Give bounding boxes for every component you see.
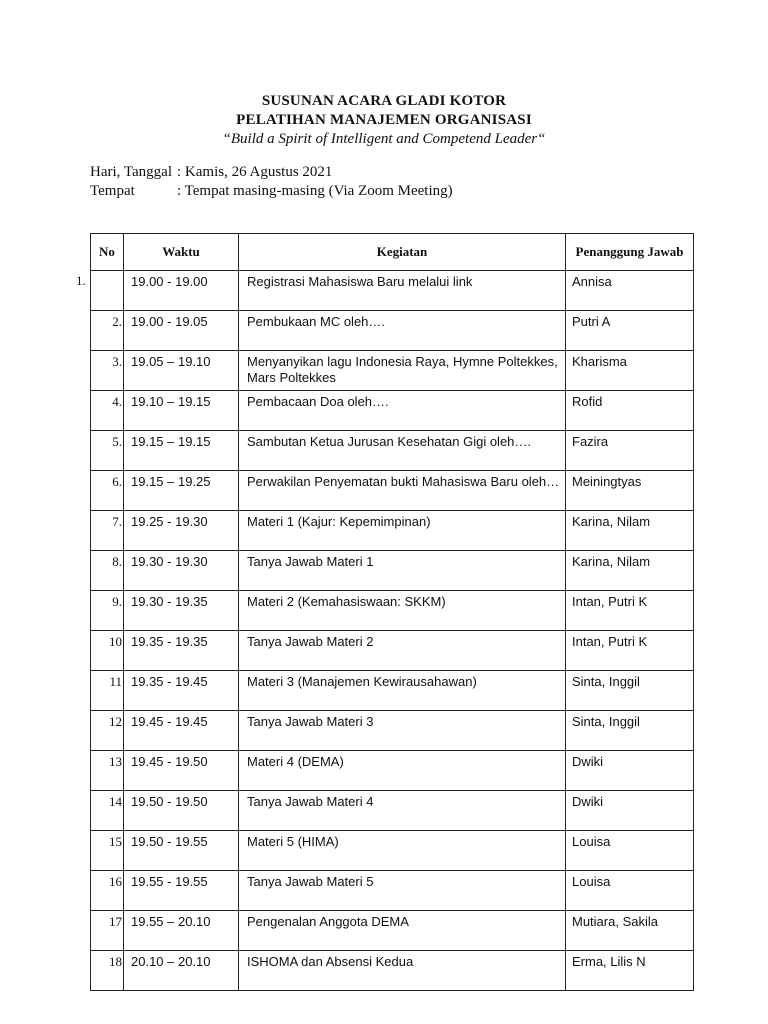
row-number: 10 [91,631,124,671]
row-activity: Materi 5 (HIMA) [239,831,566,871]
row-activity: Tanya Jawab Materi 4 [239,791,566,831]
document-header [0,92,768,149]
row-activity: ISHOMA dan Absensi Kedua [239,951,566,991]
row-number: 8. [91,551,124,591]
place-label: Tempat [90,183,135,199]
row-number: 3. [91,351,124,391]
header-no: No [91,234,124,271]
first-row-number: 1. [76,273,86,288]
row-time: 19.15 – 19.25 [124,471,239,511]
row-activity: Sambutan Ketua Jurusan Kesehatan Gigi oleh…. [239,431,566,471]
place-value: : Tempat masing-masing (Via Zoom Meeting) [177,183,453,199]
row-number: 17 [91,911,124,951]
row-time: 19.50 - 19.55 [124,831,239,871]
row-time: 19.45 - 19.50 [124,751,239,791]
row-time: 19.45 - 19.45 [124,711,239,751]
header-activity: Kegiatan [239,234,566,271]
row-person-in-charge: Louisa [566,831,694,871]
row-person-in-charge: Intan, Putri K [566,631,694,671]
schedule-table [90,233,694,991]
row-person-in-charge: Annisa [566,271,694,311]
row-time: 20.10 – 20.10 [124,951,239,991]
row-number: 14 [91,791,124,831]
table-row [91,831,694,871]
table-row [91,391,694,431]
table-row [91,471,694,511]
row-number [91,271,124,311]
table-row [91,351,694,391]
schedule-body [91,271,694,991]
table-row [91,751,694,791]
table-row [91,911,694,951]
date-label: Hari, Tanggal [90,164,172,180]
event-info [90,163,453,201]
row-number: 6. [91,471,124,511]
date-row [90,163,453,182]
row-time: 19.15 – 19.15 [124,431,239,471]
row-person-in-charge: Putri A [566,311,694,351]
row-number: 9. [91,591,124,631]
row-activity: Tanya Jawab Materi 2 [239,631,566,671]
row-person-in-charge: Meiningtyas [566,471,694,511]
row-person-in-charge: Karina, Nilam [566,551,694,591]
row-time: 19.30 - 19.30 [124,551,239,591]
row-activity: Materi 4 (DEMA) [239,751,566,791]
row-number: 15 [91,831,124,871]
row-person-in-charge: Erma, Lilis N [566,951,694,991]
row-person-in-charge: Sinta, Inggil [566,671,694,711]
date-value: : Kamis, 26 Agustus 2021 [177,164,333,180]
row-person-in-charge: Dwiki [566,791,694,831]
row-activity: Materi 3 (Manajemen Kewirausahawan) [239,671,566,711]
row-person-in-charge: Karina, Nilam [566,511,694,551]
table-row [91,271,694,311]
header-time: Waktu [124,234,239,271]
row-number: 2. [91,311,124,351]
row-activity: Pengenalan Anggota DEMA [239,911,566,951]
table-row [91,711,694,751]
row-time: 19.30 - 19.35 [124,591,239,631]
row-time: 19.50 - 19.50 [124,791,239,831]
row-number: 16 [91,871,124,911]
row-activity: Pembacaan Doa oleh…. [239,391,566,431]
row-activity: Perwakilan Penyematan bukti Mahasiswa Baru oleh… [239,471,566,511]
table-row [91,311,694,351]
row-activity: Tanya Jawab Materi 1 [239,551,566,591]
table-row [91,431,694,471]
row-time: 19.55 – 20.10 [124,911,239,951]
table-row [91,951,694,991]
row-time: 19.00 - 19.05 [124,311,239,351]
row-activity: Materi 1 (Kajur: Kepemimpinan) [239,511,566,551]
row-number: 4. [91,391,124,431]
row-number: 18 [91,951,124,991]
table-header-row [91,234,694,271]
row-time: 19.55 - 19.55 [124,871,239,911]
table-row [91,631,694,671]
row-number: 5. [91,431,124,471]
row-person-in-charge: Fazira [566,431,694,471]
row-number: 12 [91,711,124,751]
row-time: 19.35 - 19.35 [124,631,239,671]
row-activity: Materi 2 (Kemahasiswaan: SKKM) [239,591,566,631]
row-person-in-charge: Dwiki [566,751,694,791]
row-time: 19.00 - 19.00 [124,271,239,311]
row-time: 19.05 – 19.10 [124,351,239,391]
row-activity: Pembukaan MC oleh…. [239,311,566,351]
row-person-in-charge: Kharisma [566,351,694,391]
table-row [91,671,694,711]
place-row [90,182,453,201]
row-person-in-charge: Mutiara, Sakila [566,911,694,951]
row-activity: Tanya Jawab Materi 3 [239,711,566,751]
row-activity: Tanya Jawab Materi 5 [239,871,566,911]
table-row [91,871,694,911]
row-person-in-charge: Rofid [566,391,694,431]
table-row [91,791,694,831]
row-person-in-charge: Sinta, Inggil [566,711,694,751]
table-row [91,591,694,631]
row-number: 13 [91,751,124,791]
table-row [91,511,694,551]
table-row [91,551,694,591]
document-title: SUSUNAN ACARA GLADI KOTOR [261,93,507,109]
row-person-in-charge: Intan, Putri K [566,591,694,631]
row-time: 19.35 - 19.45 [124,671,239,711]
row-number: 11 [91,671,124,711]
row-person-in-charge: Louisa [566,871,694,911]
row-time: 19.10 – 19.15 [124,391,239,431]
row-time: 19.25 - 19.30 [124,511,239,551]
row-number: 7. [91,511,124,551]
header-pic: Penanggung Jawab [566,234,694,271]
document-subtitle: PELATIHAN MANAJEMEN ORGANISASI [236,112,532,128]
row-activity: Registrasi Mahasiswa Baru melalui link [239,271,566,311]
row-activity: Menyanyikan lagu Indonesia Raya, Hymne Poltekkes, Mars Poltekkes [239,351,566,391]
tagline: “Build a Spirit of Intelligent and Competend Leader“ [222,131,546,147]
